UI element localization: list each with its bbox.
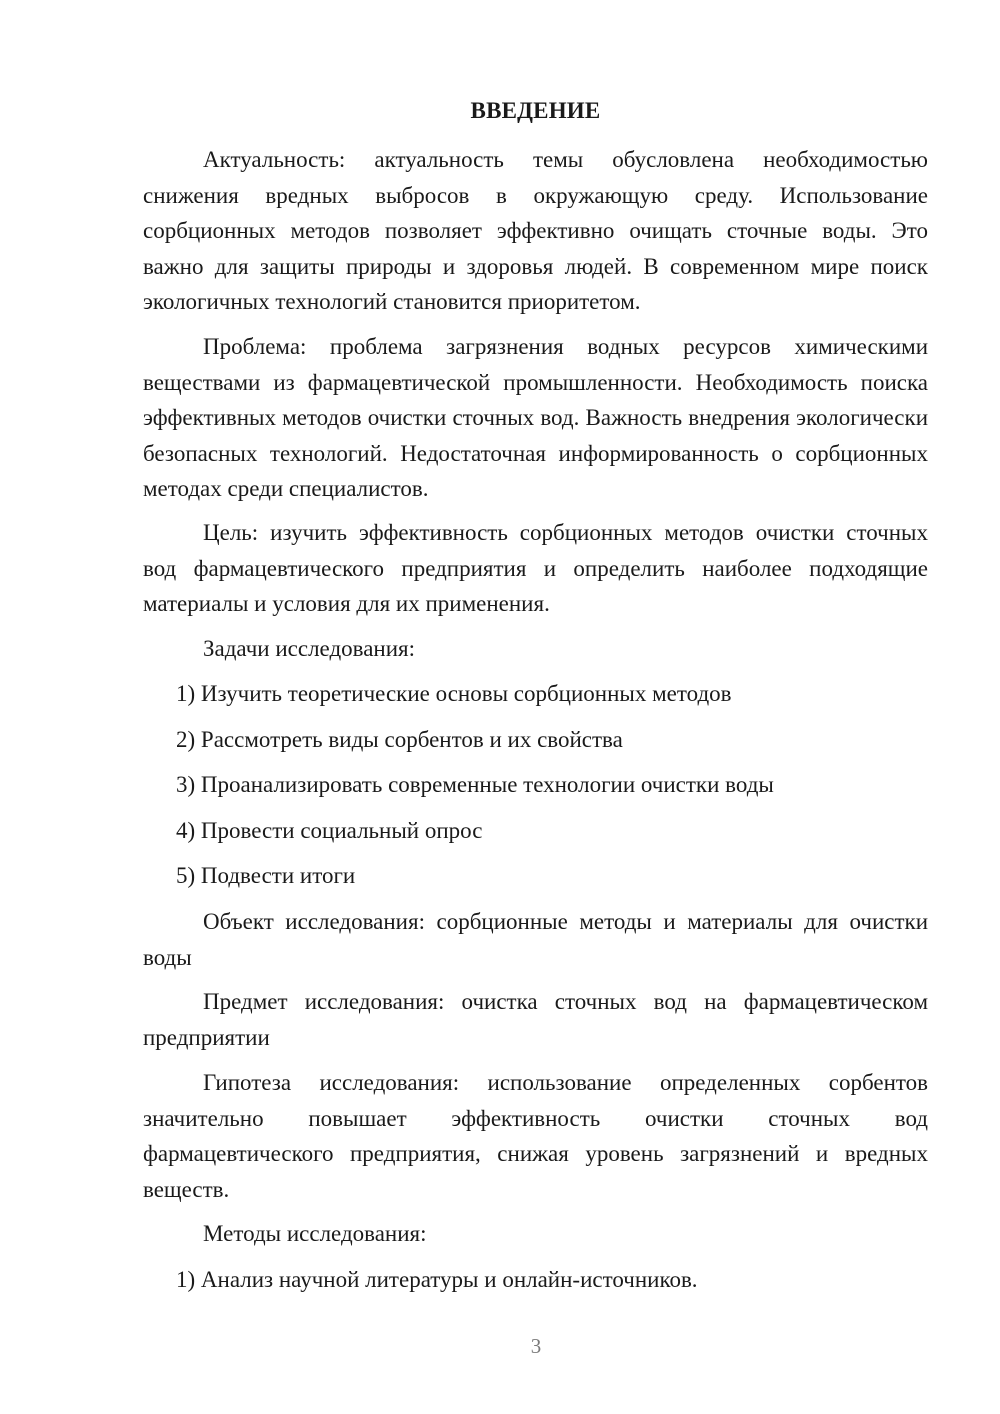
methods-title: Методы исследования:	[203, 1221, 427, 1246]
problem-paragraph: Проблема: проблема загрязнения водных ресурсов химическими веществами из фармацевтической промышленности. Необходимость поиска эффективных методов очистки сточных вод. Важность внедрения экологически безопасных технологий. Недостаточная информированность о сорбционных методах среди специалистов.	[143, 334, 928, 501]
relevance-paragraph: Актуальность: актуальность темы обусловлена необходимостью снижения вредных выбросов в окружающую среду. Использование сорбционных методов позволяет эффективно очищать сточные воды. Это важно для защиты природы и здоровья людей. В современном мире поиск экологичных технологий становится приоритетом.	[143, 147, 928, 314]
task-item: 1) Изучить теоретические основы сорбционных методов	[176, 681, 732, 706]
object-paragraph: Объект исследования: сорбционные методы и материалы для очистки воды	[143, 909, 928, 970]
subject-paragraph: Предмет исследования: очистка сточных вод на фармацевтическом предприятии	[143, 989, 928, 1050]
task-item: 3) Проанализировать современные технологии очистки воды	[176, 772, 774, 797]
page-number: 3	[530, 1334, 542, 1358]
hypothesis-paragraph: Гипотеза исследования: использование определенных сорбентов значительно повышает эффективность очистки сточных вод фармацевтического предприятия, снижая уровень загрязнений и вредных веществ.	[143, 1070, 928, 1202]
tasks-title: Задачи исследования:	[203, 636, 416, 661]
task-item: 5) Подвести итоги	[176, 863, 356, 888]
task-item: 4) Провести социальный опрос	[176, 818, 483, 843]
task-item: 2) Рассмотреть виды сорбентов и их свойства	[176, 727, 623, 752]
method-item: 1) Анализ научной литературы и онлайн-источников.	[176, 1267, 698, 1292]
page-title: ВВЕДЕНИЕ	[470, 98, 601, 123]
goal-paragraph: Цель: изучить эффективность сорбционных методов очистки сточных вод фармацевтического предприятия и определить наиболее подходящие материалы и условия для их применения.	[143, 520, 928, 616]
